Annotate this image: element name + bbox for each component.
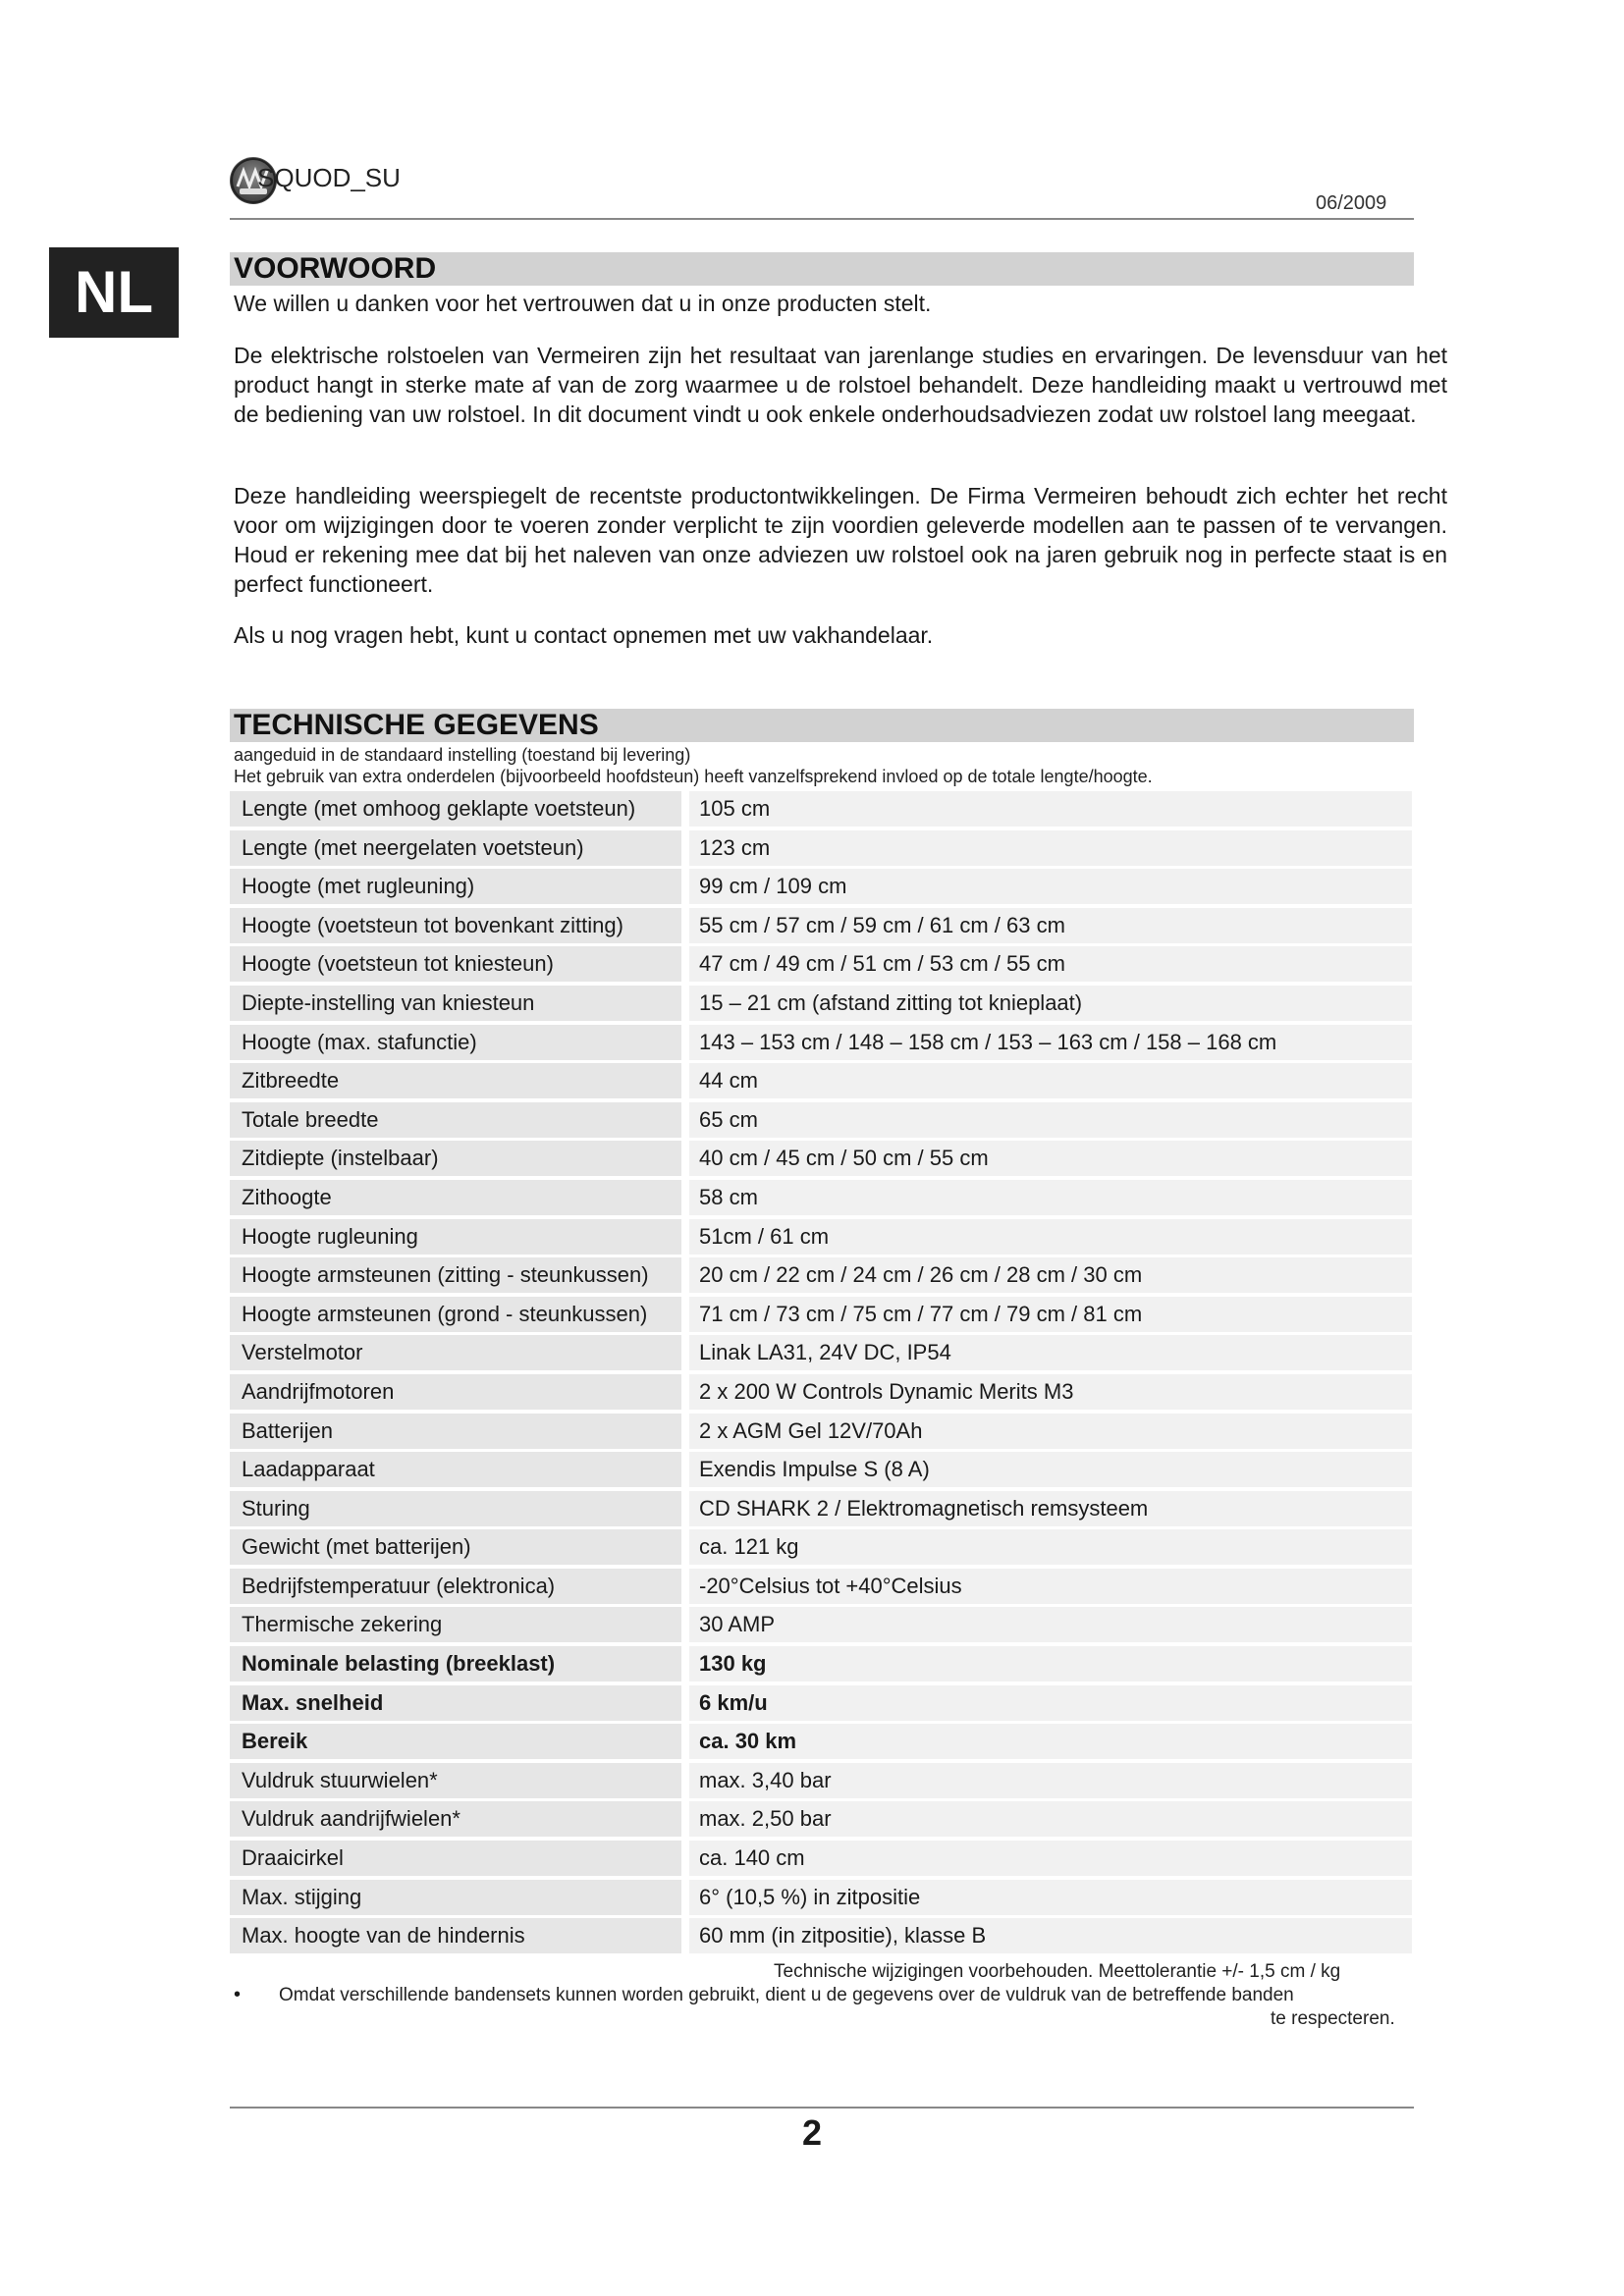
spec-value: 55 cm / 57 cm / 59 cm / 61 cm / 63 cm bbox=[689, 908, 1412, 943]
spec-row bbox=[230, 1063, 1412, 1098]
spec-row bbox=[230, 1297, 1412, 1332]
spec-label: Totale breedte bbox=[230, 1102, 681, 1138]
spec-row bbox=[230, 986, 1412, 1021]
spec-value: 15 – 21 cm (afstand zitting tot knieplaat) bbox=[689, 986, 1412, 1021]
spec-row bbox=[230, 1880, 1412, 1915]
spec-value: 143 – 153 cm / 148 – 158 cm / 153 – 163 cm / 158 – 168 cm bbox=[689, 1025, 1412, 1060]
technical-note-1: aangeduid in de standaard instelling (toestand bij levering) bbox=[234, 745, 691, 765]
spec-row bbox=[230, 1763, 1412, 1798]
spec-value: CD SHARK 2 / Elektromagnetisch remsysteem bbox=[689, 1491, 1412, 1526]
spec-row bbox=[230, 908, 1412, 943]
spec-value: -20°Celsius tot +40°Celsius bbox=[689, 1569, 1412, 1604]
spec-label: Zitdiepte (instelbaar) bbox=[230, 1141, 681, 1176]
spec-label: Thermische zekering bbox=[230, 1607, 681, 1642]
spec-row bbox=[230, 1607, 1412, 1642]
spec-label: Diepte-instelling van kniesteun bbox=[230, 986, 681, 1021]
spec-row bbox=[230, 1335, 1412, 1370]
spec-value: 40 cm / 45 cm / 50 cm / 55 cm bbox=[689, 1141, 1412, 1176]
document-code: SQUOD_SU bbox=[257, 163, 401, 192]
spec-value: ca. 121 kg bbox=[689, 1529, 1412, 1565]
spec-value: 44 cm bbox=[689, 1063, 1412, 1098]
footer-divider bbox=[230, 2107, 1414, 2109]
spec-row bbox=[230, 1801, 1412, 1837]
spec-value: 51cm / 61 cm bbox=[689, 1219, 1412, 1255]
tolerance-note: Technische wijzigingen voorbehouden. Meettolerantie +/- 1,5 cm / kg bbox=[774, 1961, 1341, 1982]
spec-label: Sturing bbox=[230, 1491, 681, 1526]
spec-value: 123 cm bbox=[689, 830, 1412, 866]
spec-value: 60 mm (in zitpositie), klasse B bbox=[689, 1918, 1412, 1953]
spec-value: 2 x 200 W Controls Dynamic Merits M3 bbox=[689, 1374, 1412, 1410]
spec-value: 20 cm / 22 cm / 24 cm / 26 cm / 28 cm / 30 cm bbox=[689, 1257, 1412, 1293]
spec-label: Max. snelheid bbox=[230, 1685, 681, 1721]
spec-label: Bereik bbox=[230, 1724, 681, 1759]
spec-label: Hoogte armsteunen (grond - steunkussen) bbox=[230, 1297, 681, 1332]
spec-row bbox=[230, 1569, 1412, 1604]
technical-note-2: Het gebruik van extra onderdelen (bijvoorbeeld hoofdsteun) heeft vanzelfsprekend invloed op de totale lengte/hoogte. bbox=[234, 767, 1153, 786]
spec-label: Hoogte (met rugleuning) bbox=[230, 869, 681, 904]
spec-row bbox=[230, 869, 1412, 904]
spec-label: Verstelmotor bbox=[230, 1335, 681, 1370]
spec-value: 99 cm / 109 cm bbox=[689, 869, 1412, 904]
language-badge: NL bbox=[49, 247, 179, 338]
spec-row bbox=[230, 1257, 1412, 1293]
spec-label: Hoogte rugleuning bbox=[230, 1219, 681, 1255]
foreword-paragraph-4: Als u nog vragen hebt, kunt u contact opnemen met uw vakhandelaar. bbox=[234, 622, 934, 648]
bullet-icon: • bbox=[234, 1984, 242, 2005]
foreword-paragraph-3: Deze handleiding weerspiegelt de recentste productontwikkelingen. De Firma Vermeiren behoudt zich echter het recht voor om wijzigingen door te voeren zonder verplicht te zijn voordien geleverde modellen aan te passen of te vervangen. Houd er rekening mee dat bij het naleven van onze adviezen uw rolstoel ook na jaren gebruik nog in perfecte staat is en perfect functioneert. bbox=[234, 483, 1447, 597]
spec-value: Linak LA31, 24V DC, IP54 bbox=[689, 1335, 1412, 1370]
spec-label: Hoogte armsteunen (zitting - steunkussen) bbox=[230, 1257, 681, 1293]
spec-value: 58 cm bbox=[689, 1180, 1412, 1215]
spec-row bbox=[230, 1491, 1412, 1526]
spec-value: ca. 140 cm bbox=[689, 1841, 1412, 1876]
spec-value: 71 cm / 73 cm / 75 cm / 77 cm / 79 cm / 81 cm bbox=[689, 1297, 1412, 1332]
spec-label: Max. hoogte van de hindernis bbox=[230, 1918, 681, 1953]
spec-row bbox=[230, 1529, 1412, 1565]
spec-label: Hoogte (voetsteun tot bovenkant zitting) bbox=[230, 908, 681, 943]
foreword-title: VOORWOORD bbox=[230, 252, 1414, 286]
tires-note-line-1: Omdat verschillende bandensets kunnen worden gebruikt, dient u de gegevens over de vuldruk van de betreffende banden bbox=[279, 1985, 1294, 2005]
spec-value: 47 cm / 49 cm / 51 cm / 53 cm / 55 cm bbox=[689, 946, 1412, 982]
spec-label: Aandrijfmotoren bbox=[230, 1374, 681, 1410]
spec-row bbox=[230, 1102, 1412, 1138]
spec-label: Batterijen bbox=[230, 1414, 681, 1449]
spec-row bbox=[230, 946, 1412, 982]
technical-title: TECHNISCHE GEGEVENS bbox=[230, 709, 1414, 742]
spec-row bbox=[230, 830, 1412, 866]
spec-row bbox=[230, 1219, 1412, 1255]
spec-row bbox=[230, 1918, 1412, 1953]
spec-row bbox=[230, 1025, 1412, 1060]
spec-value: max. 3,40 bar bbox=[689, 1763, 1412, 1798]
spec-value: 2 x AGM Gel 12V/70Ah bbox=[689, 1414, 1412, 1449]
spec-value: 6° (10,5 %) in zitpositie bbox=[689, 1880, 1412, 1915]
spec-label: Laadapparaat bbox=[230, 1452, 681, 1487]
spec-row bbox=[230, 1180, 1412, 1215]
spec-label: Max. stijging bbox=[230, 1880, 681, 1915]
spec-label: Lengte (met neergelaten voetsteun) bbox=[230, 830, 681, 866]
spec-value: 65 cm bbox=[689, 1102, 1412, 1138]
foreword-paragraph-1: We willen u danken voor het vertrouwen dat u in onze producten stelt. bbox=[234, 291, 932, 316]
spec-row bbox=[230, 1452, 1412, 1487]
spec-label: Hoogte (voetsteun tot kniesteun) bbox=[230, 946, 681, 982]
spec-label: Zithoogte bbox=[230, 1180, 681, 1215]
spec-value: 130 kg bbox=[689, 1646, 1412, 1682]
spec-value: 30 AMP bbox=[689, 1607, 1412, 1642]
spec-row bbox=[230, 1646, 1412, 1682]
spec-label: Nominale belasting (breeklast) bbox=[230, 1646, 681, 1682]
spec-value: ca. 30 km bbox=[689, 1724, 1412, 1759]
spec-label: Hoogte (max. stafunctie) bbox=[230, 1025, 681, 1060]
spec-row bbox=[230, 1841, 1412, 1876]
spec-row bbox=[230, 1374, 1412, 1410]
spec-label: Vuldruk stuurwielen* bbox=[230, 1763, 681, 1798]
document-date: 06/2009 bbox=[1316, 192, 1387, 214]
foreword-paragraph-2: De elektrische rolstoelen van Vermeiren zijn het resultaat van jarenlange studies en ervaringen. De levensduur van het product hangt in sterke mate af van de zorg waarmee u de rolstoel behandelt. Deze handleiding maakt u vertrouwd met de bediening van uw rolstoel. In dit document vindt u ook enkele onderhoudsadviezen zodat uw rolstoel lang meegaat. bbox=[234, 343, 1447, 427]
spec-label: Draaicirkel bbox=[230, 1841, 681, 1876]
spec-label: Gewicht (met batterijen) bbox=[230, 1529, 681, 1565]
spec-label: Lengte (met omhoog geklapte voetsteun) bbox=[230, 791, 681, 827]
spec-row bbox=[230, 1724, 1412, 1759]
tires-note-line-2: te respecteren. bbox=[1271, 2008, 1395, 2029]
spec-row bbox=[230, 791, 1412, 827]
spec-value: 6 km/u bbox=[689, 1685, 1412, 1721]
page-number: 2 bbox=[801, 2112, 823, 2153]
header-divider bbox=[230, 218, 1414, 220]
spec-label: Vuldruk aandrijfwielen* bbox=[230, 1801, 681, 1837]
spec-label: Zitbreedte bbox=[230, 1063, 681, 1098]
spec-row bbox=[230, 1685, 1412, 1721]
spec-row bbox=[230, 1414, 1412, 1449]
spec-value: 105 cm bbox=[689, 791, 1412, 827]
specs-table bbox=[230, 791, 1412, 1957]
spec-label: Bedrijfstemperatuur (elektronica) bbox=[230, 1569, 681, 1604]
spec-value: max. 2,50 bar bbox=[689, 1801, 1412, 1837]
spec-value: Exendis Impulse S (8 A) bbox=[689, 1452, 1412, 1487]
spec-row bbox=[230, 1141, 1412, 1176]
